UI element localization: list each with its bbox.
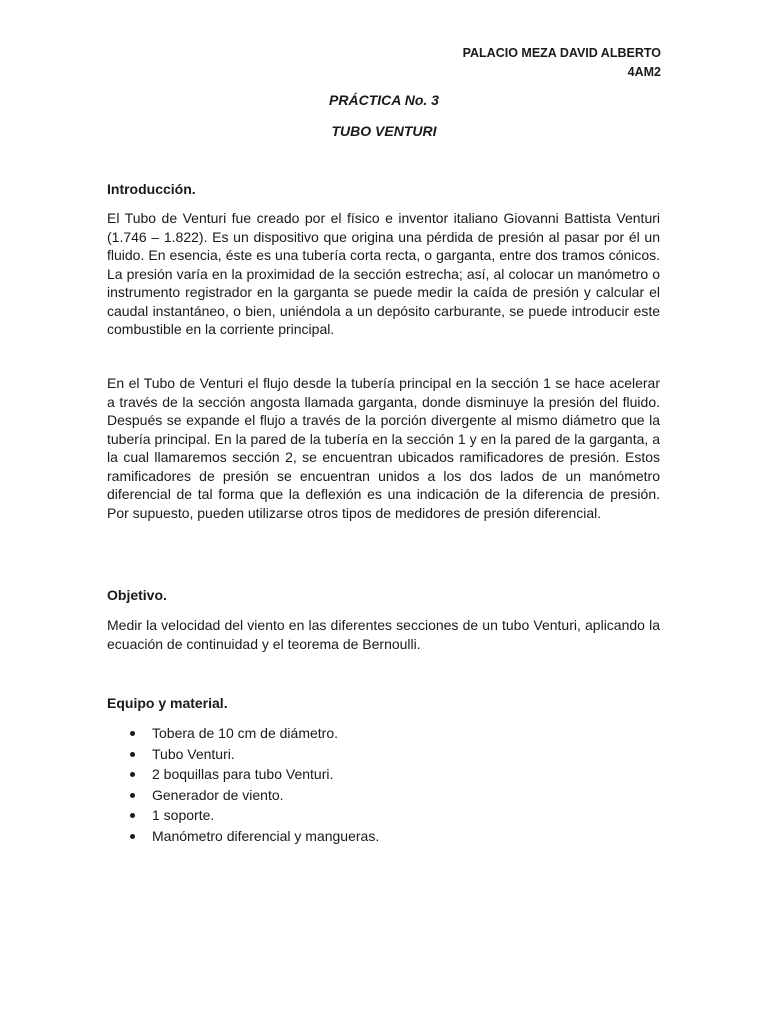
- list-item: [107, 764, 660, 785]
- list-item-text: Manómetro diferencial y mangueras.: [152, 827, 380, 844]
- list-item: [107, 826, 660, 847]
- objective-heading: Objetivo.: [107, 587, 167, 603]
- intro-paragraph-1: El Tubo de Venturi fue creado por el físico e inventor italiano Giovanni Battista Venturi (1.746 – 1.822). Es un dispositivo que origina una pérdida de presión al pasar por él un fluido. En esencia, éste es una tubería corta recta, o garganta, entre dos tramos cónicos. La presión varía en la proximidad de la sección estrecha; así, al colocar un manómetro o instrumento registrador en la garganta se puede medir la caída de presión y calcular el caudal instantáneo, o bien, uniéndola a un depósito carburante, se puede introducir este combustible en la corriente principal.: [107, 210, 660, 337]
- practice-title: PRÁCTICA No. 3: [329, 92, 439, 108]
- author-block: [463, 44, 661, 82]
- equipment-list: [107, 723, 660, 846]
- objective-paragraph-block: [107, 616, 660, 653]
- bullet-icon: [130, 752, 135, 757]
- bullet-icon: [130, 731, 135, 736]
- list-item: [107, 723, 660, 744]
- bullet-icon: [130, 772, 135, 777]
- objective-paragraph: Medir la velocidad del viento en las diferentes secciones de un tubo Venturi, aplicando la ecuación de continuidad y el teorema de Bernoulli.: [107, 617, 660, 652]
- list-item: [107, 785, 660, 806]
- intro-paragraph-1-block: [107, 209, 660, 339]
- bullet-icon: [130, 793, 135, 798]
- objective-heading-block: [107, 586, 660, 605]
- list-item: [107, 744, 660, 765]
- group-code: 4AM2: [627, 65, 661, 79]
- equipment-list-block: [107, 723, 660, 846]
- list-item-text: Generador de viento.: [152, 786, 284, 803]
- list-item-text: Tobera de 10 cm de diámetro.: [152, 725, 338, 741]
- bullet-icon: [130, 834, 135, 839]
- intro-paragraph-2: En el Tubo de Venturi el flujo desde la tubería principal en la sección 1 se hace acelerar a través de la sección angosta llamada garganta, donde disminuye la presión del fluido. Después se expande el flujo a través de la porción divergente al mismo diámetro que la tubería principal. En la pared de la tubería en la sección 1 y en la pared de la garganta, a la cual llamaremos sección 2, se encuentran ubicados ramificadores de presión. Estos ramificadores de presión se encuentran unidos a los dos lados de un manómetro diferencial de tal forma que la deflexión es una indicación de la diferencia de presión. Por supuesto, pueden utilizarse otros tipos de medidores de presión diferencial.: [107, 375, 660, 521]
- list-item-text: Tubo Venturi.: [152, 745, 235, 762]
- intro-paragraph-2-block: [107, 374, 660, 522]
- equipment-heading: Equipo y material.: [107, 695, 228, 711]
- author-name: PALACIO MEZA DAVID ALBERTO: [462, 46, 661, 60]
- equipment-heading-block: [107, 694, 660, 713]
- list-item: [107, 805, 660, 826]
- practice-topic: TUBO VENTURI: [331, 123, 437, 139]
- intro-heading: Introducción.: [107, 181, 196, 197]
- bullet-icon: [130, 813, 135, 818]
- list-item-text: 1 soporte.: [152, 807, 215, 823]
- intro-heading-block: [107, 180, 660, 199]
- list-item-text: 2 boquillas para tubo Venturi.: [152, 766, 334, 782]
